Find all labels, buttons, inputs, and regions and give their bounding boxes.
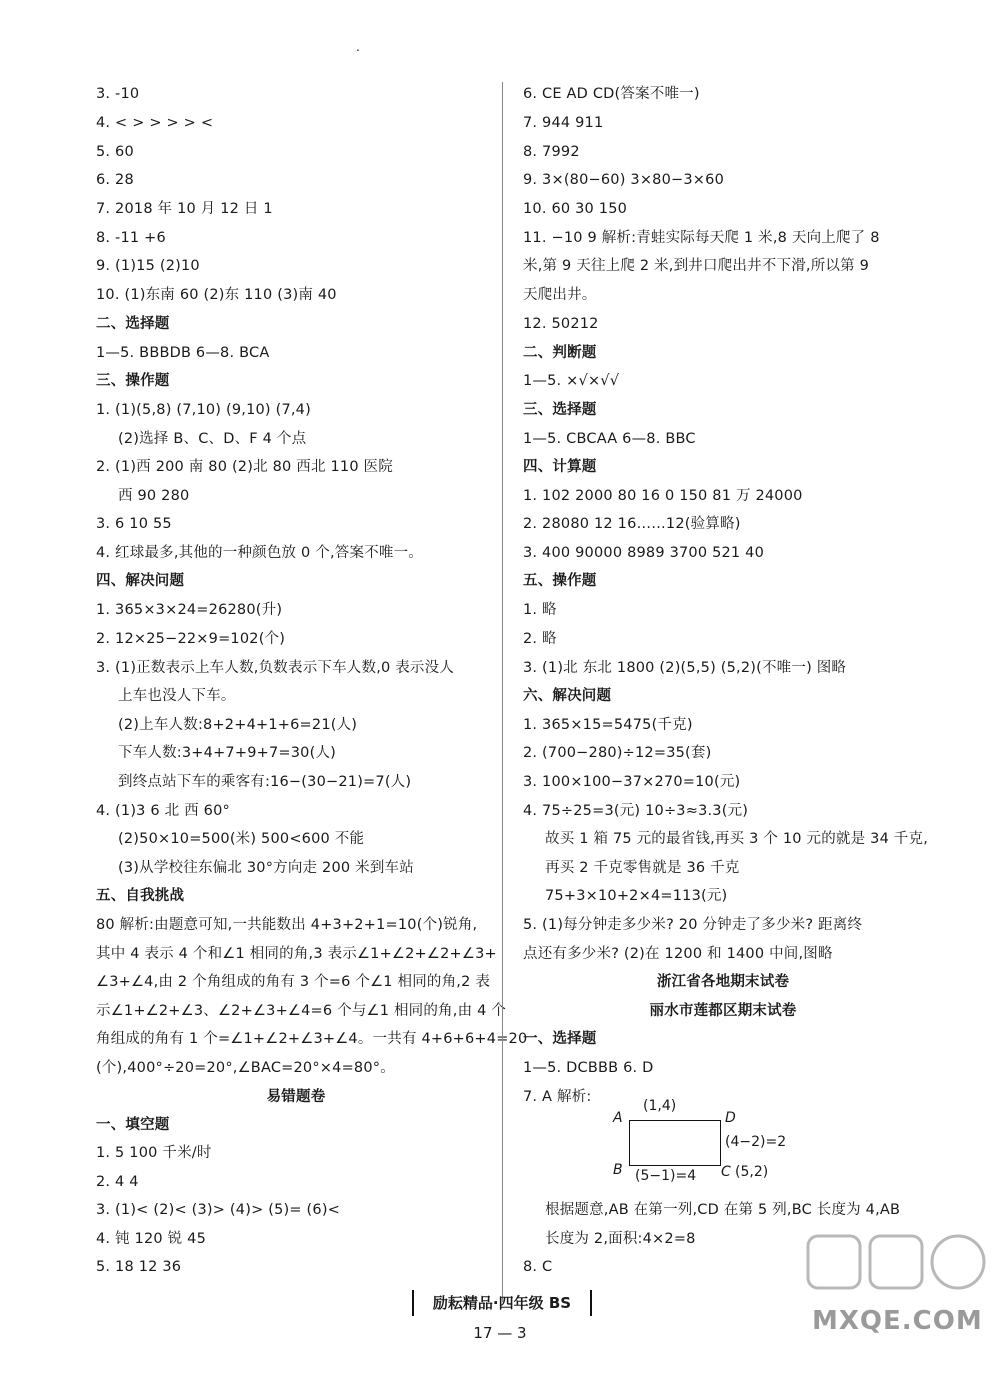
answer-line: 2. (700−280)÷12=35(套) [523, 745, 712, 761]
answer-line: 1—5. CBCAA 6—8. BBC [523, 431, 696, 447]
answer-line: 故买 1 箱 75 元的最省钱,再买 3 个 10 元的就是 34 千克, [545, 831, 929, 847]
answer-line: 4. (1)3 6 北 西 60° [96, 803, 230, 819]
answer-line: 1—5. BBBDB 6—8. BCA [96, 345, 270, 361]
answer-line: 7. 944 911 [523, 115, 604, 131]
answer-line: (2)上车人数:8+2+4+1+6=21(人) [118, 717, 358, 733]
answer-line: 2. 28080 12 16……12(验算略) [523, 516, 741, 532]
answer-line: 10. (1)东南 60 (2)东 110 (3)南 40 [96, 287, 337, 303]
answer-line: 根据题意,AB 在第一列,CD 在第 5 列,BC 长度为 4,AB [545, 1202, 901, 1218]
section-heading: 二、选择题 [96, 316, 170, 332]
answer-line: 2. (1)西 200 南 80 (2)北 80 西北 110 医院 [96, 459, 393, 475]
answer-line: 2. 略 [523, 631, 557, 647]
answer-line: 3. (1)正数表示上车人数,负数表示下车人数,0 表示没人 [96, 660, 455, 676]
answer-line: 5. 60 [96, 144, 134, 160]
section-heading: 浙江省各地期末试卷 [656, 974, 790, 990]
answer-line: 3. 400 90000 8989 3700 521 40 [523, 545, 765, 561]
answer-line: 点还有多少米? (2)在 1200 和 1400 中间,图略 [523, 946, 833, 962]
answer-line: (2)选择 B、C、D、F 4 个点 [118, 431, 307, 447]
answer-line: 1. (1)(5,8) (7,10) (9,10) (7,4) [96, 402, 311, 418]
section-heading: 二、判断题 [523, 345, 597, 361]
answer-line: 4. 75÷25=3(元) 10÷3≈3.3(元) [523, 803, 749, 819]
answer-line: 9. (1)15 (2)10 [96, 258, 200, 274]
figure-label-top: (1,4) [643, 1098, 677, 1114]
section-heading: 易错题卷 [266, 1089, 326, 1105]
answer-line: 长度为 2,面积:4×2=8 [545, 1231, 696, 1247]
answer-line: 天爬出井。 [523, 287, 597, 303]
answer-line: 9. 3×(80−60) 3×80−3×60 [523, 172, 724, 188]
figure-label-d: D [725, 1110, 736, 1126]
answer-line: 6. 28 [96, 172, 134, 188]
answer-line: 西 90 280 [118, 488, 190, 504]
answer-line: 1. 365×3×24=26280(升) [96, 602, 283, 618]
answer-line: 米,第 9 天往上爬 2 米,到井口爬出井不下滑,所以第 9 [523, 258, 870, 274]
answer-line: 1. 365×15=5475(千克) [523, 717, 693, 733]
section-heading: 三、选择题 [523, 402, 597, 418]
watermark-logo-icon [800, 1228, 996, 1372]
section-heading: 六、解决问题 [523, 688, 612, 704]
answer-line: 4. < > > > > < [96, 115, 214, 131]
answer-line: 再买 2 千克零售就是 36 千克 [545, 860, 740, 876]
answer-line: (2)50×10=500(米) 500<600 不能 [118, 831, 365, 847]
answer-line: 3. 6 10 55 [96, 516, 172, 532]
answer-line: 示∠1+∠2+∠3、∠2+∠3+∠4=6 个与∠1 相同的角,由 4 个 [96, 1003, 507, 1019]
section-heading: 丽水市莲都区期末试卷 [649, 1003, 797, 1019]
section-heading: 三、操作题 [96, 373, 170, 389]
section-heading: 四、解决问题 [96, 573, 185, 589]
answer-line: 其中 4 表示 4 个和∠1 相同的角,3 表示∠1+∠2+∠2+∠3+ [96, 946, 497, 962]
answer-line: 1. 5 100 千米/时 [96, 1145, 212, 1161]
figure-label-b: B [613, 1162, 623, 1178]
answer-line: 1—5. DCBBB 6. D [523, 1060, 654, 1076]
section-heading: 四、计算题 [523, 459, 597, 475]
answer-line: 上车也没人下车。 [118, 688, 236, 704]
figure-label-corner: (5,2) [735, 1164, 769, 1180]
answer-line: 12. 50212 [523, 316, 599, 332]
answer-line: 5. (1)每分钟走多少米? 20 分钟走了多少米? 距离终 [523, 917, 863, 933]
answer-line: 4. 红球最多,其他的一种颜色放 0 个,答案不唯一。 [96, 545, 424, 561]
answer-line: 1. 略 [523, 602, 557, 618]
watermark [800, 1228, 996, 1372]
answer-line: 8. C [523, 1259, 553, 1275]
answer-line: 10. 60 30 150 [523, 201, 628, 217]
rectangle-shape [629, 1120, 721, 1166]
watermark-text: MXQE.COM [812, 1306, 983, 1336]
rectangle-figure [613, 1096, 813, 1188]
column-divider [502, 82, 503, 1302]
section-heading: 五、操作题 [523, 573, 597, 589]
answer-line: 3. (1)< (2)< (3)> (4)> (5)= (6)< [96, 1202, 341, 1218]
answer-line: 4. 钝 120 锐 45 [96, 1231, 206, 1247]
answer-line: 下车人数:3+4+7+9+7=30(人) [118, 745, 337, 761]
answer-line: ∠3+∠4,由 2 个角组成的角有 3 个=6 个∠1 相同的角,2 表 [96, 974, 491, 990]
answer-line: 2. 4 4 [96, 1174, 139, 1190]
answer-line: 11. −10 9 解析:青蛙实际每天爬 1 米,8 天向上爬了 8 [523, 230, 880, 246]
answer-line: 80 解析:由题意可知,一共能数出 4+3+2+1=10(个)锐角, [96, 917, 478, 933]
answer-line: (3)从学校往东偏北 30°方向走 200 米到车站 [118, 860, 414, 876]
section-heading: 一、填空题 [96, 1117, 170, 1133]
answer-line: 3. 100×100−37×270=10(元) [523, 774, 741, 790]
figure-label-right: (4−2)=2 [725, 1134, 787, 1150]
answer-line: 1—5. ×√×√√ [523, 373, 620, 389]
answer-line: 6. CE AD CD(答案不唯一) [523, 86, 700, 102]
page-number: 17 — 3 [473, 1324, 527, 1342]
answer-line: 角组成的角有 1 个=∠1+∠2+∠3+∠4。一共有 4+6+6+4=20 [96, 1031, 528, 1047]
answer-line: 3. (1)北 东北 1800 (2)(5,5) (5,2)(不唯一) 图略 [523, 660, 847, 676]
figure-label-c: C [721, 1164, 731, 1180]
answer-line: 75+3×10+2×4=113(元) [545, 888, 728, 904]
answer-line: 7. A 解析: [523, 1089, 592, 1105]
answer-line: 到终点站下车的乘客有:16−(30−21)=7(人) [118, 774, 412, 790]
header-mark: . [356, 40, 360, 54]
answer-line: 8. 7992 [523, 144, 580, 160]
answer-line: 7. 2018 年 10 月 12 日 1 [96, 201, 273, 217]
answer-line: 8. -11 +6 [96, 230, 166, 246]
answer-line: 2. 12×25−22×9=102(个) [96, 631, 286, 647]
answer-line: (个),400°÷20=20°,∠BAC=20°×4=80°。 [96, 1060, 395, 1076]
figure-label-bottom: (5−1)=4 [635, 1168, 697, 1184]
figure-label-a: A [613, 1110, 623, 1126]
footer-brand: 励耘精品·四年级 BS [412, 1290, 592, 1316]
answer-line: 5. 18 12 36 [96, 1259, 182, 1275]
answer-line: 1. 102 2000 80 16 0 150 81 万 24000 [523, 488, 803, 504]
answer-line: 3. -10 [96, 86, 140, 102]
section-heading: 五、自我挑战 [96, 888, 185, 904]
section-heading: 一、选择题 [523, 1031, 597, 1047]
